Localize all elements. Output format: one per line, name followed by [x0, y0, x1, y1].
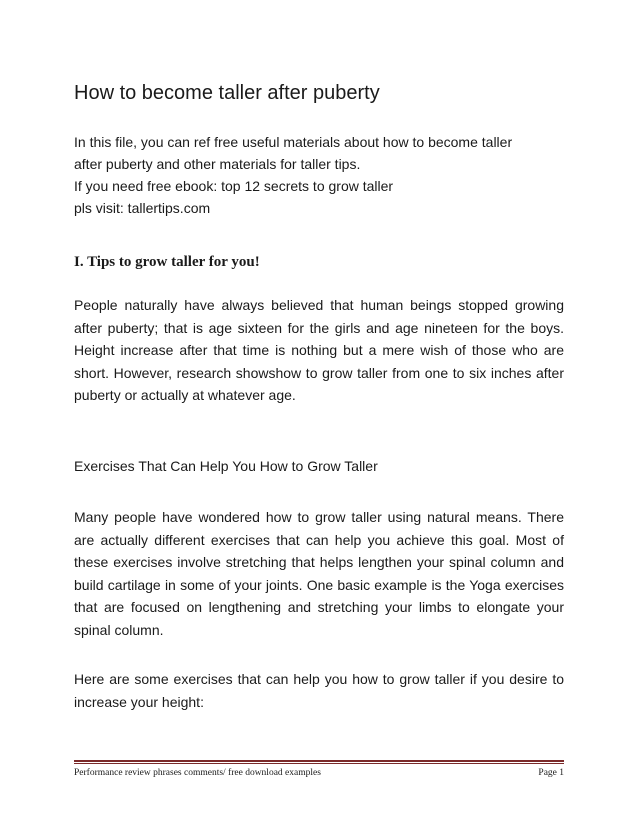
document-page — [74, 0, 564, 826]
footer-rule-thin — [74, 763, 564, 764]
intro-line: pls visit: tallertips.com — [74, 200, 211, 216]
section-paragraph-exercises-intro: Here are some exercises that can help you how to grow taller if you desire to increase your height: — [74, 671, 564, 710]
section-heading-exercises: Exercises That Can Help You How to Grow Taller — [74, 458, 378, 474]
intro-line: In this file, you can ref free useful materials about how to become taller — [74, 134, 513, 150]
intro-block — [74, 131, 564, 219]
section-paragraph-tips: People naturally have always believed that human beings stopped growing after puberty; that is age sixteen for the girls and age nineteen for the boys. Height increase after that time is nothing but a mere wish of those who are short. However, research showshow to grow taller from one to six inches after puberty or actually at whatever age. — [74, 297, 564, 403]
section-heading-tips: I. Tips to grow taller for you! — [74, 254, 260, 270]
section-paragraph-exercises: Many people have wondered how to grow taller using natural means. There are actually different exercises that can help you achieve this goal. Most of these exercises involve stretching that helps lengthen your spinal column and build cartilage in some of your joints. One basic example is the Yoga exercises that are focused on lengthening and stretching your limbs to elongate your spinal column. — [74, 509, 564, 638]
footer-text: Performance review phrases comments/ free download examples — [74, 768, 321, 778]
intro-line: If you need free ebook: top 12 secrets to grow taller — [74, 178, 394, 194]
page-number: Page 1 — [538, 768, 564, 778]
footer-rule — [74, 760, 564, 762]
document-title: How to become taller after puberty — [74, 82, 380, 104]
intro-line: after puberty and other materials for taller tips. — [74, 156, 361, 172]
